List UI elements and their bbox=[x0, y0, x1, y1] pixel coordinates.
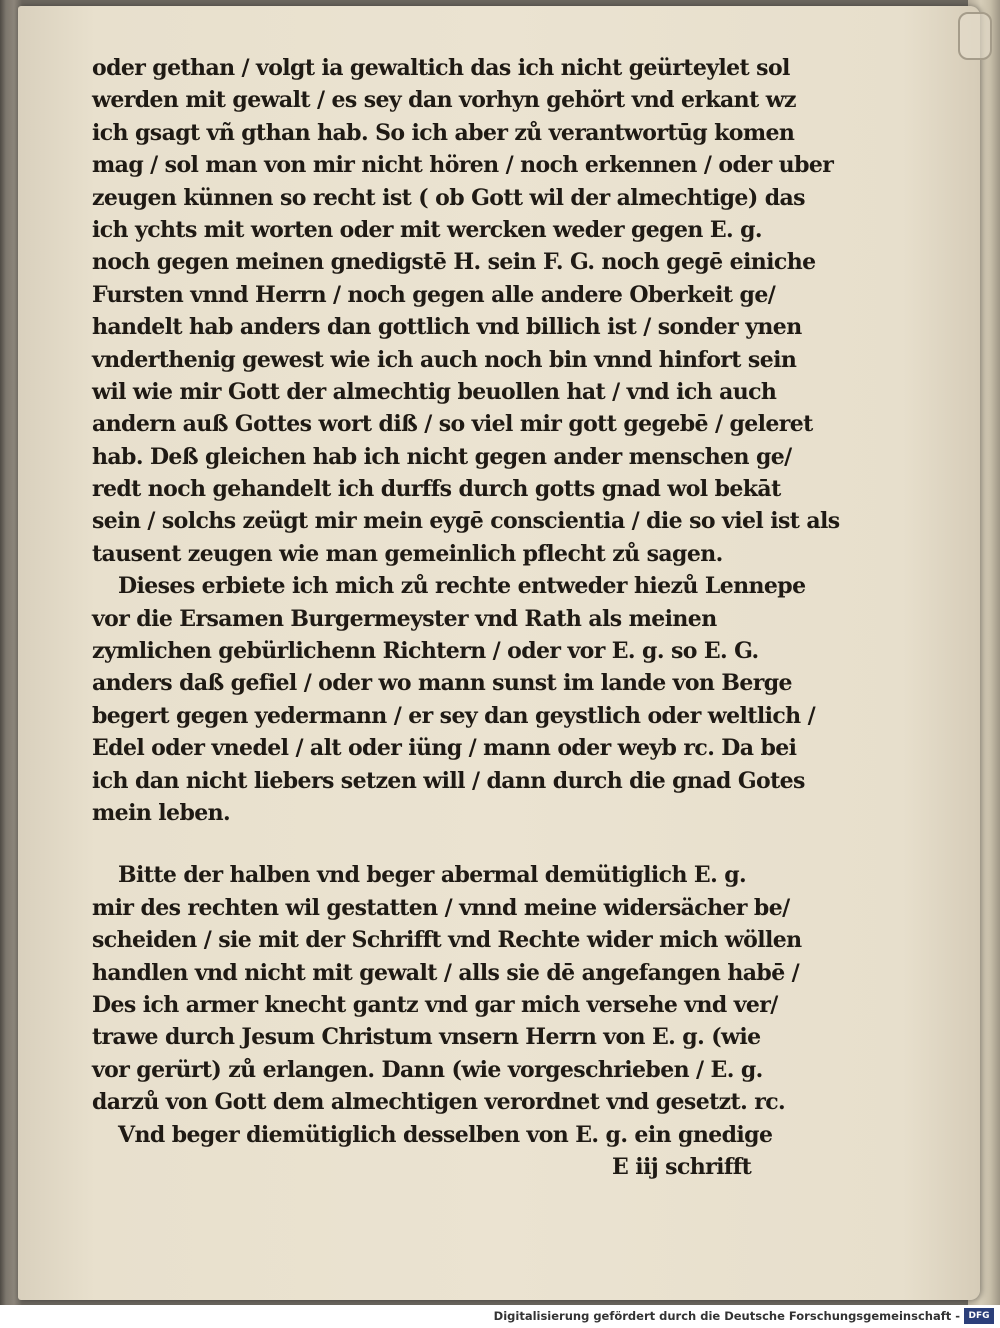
paragraph-1 bbox=[92, 52, 840, 570]
text-line: hab. Deß gleichen hab ich nicht gegen ander menschen ge/ bbox=[92, 443, 792, 470]
text-line: mag / sol man von mir nicht hören / noch erkennen / oder uber bbox=[92, 152, 834, 179]
text-line: Fursten vnnd Herrn / noch gegen alle andere Oberkeit ge/ bbox=[92, 281, 776, 308]
page-text bbox=[92, 52, 840, 1183]
text-line: Dieses erbiete ich mich zů rechte entweder hiezů Lennepe bbox=[118, 573, 806, 600]
text-line: noch gegen meinen gnedigstē H. sein F. G. noch gegē einiche bbox=[92, 249, 816, 276]
text-line: vor gerürt) zů erlangen. Dann (wie vorgeschrieben / E. g. bbox=[92, 1056, 763, 1083]
text-line: Bitte der halben vnd beger abermal demütiglich E. g. bbox=[118, 862, 747, 889]
text-line: oder gethan / volgt ia gewaltich das ich nicht geürteylet sol bbox=[92, 55, 790, 81]
text-line: vor die Ersamen Burgermeyster vnd Rath als meinen bbox=[92, 605, 717, 632]
text-line: Vnd beger diemütiglich desselben von E. g. ein gnedige bbox=[118, 1121, 773, 1148]
text-line: wil wie mir Gott der almechtig beuollen hat / vnd ich auch bbox=[92, 378, 777, 405]
text-line: zymlichen gebürlichenn Richtern / oder vor E. g. so E. G. bbox=[92, 638, 759, 665]
paragraph-2 bbox=[92, 570, 832, 829]
text-line: werden mit gewalt / es sey dan vorhyn gehört vnd erkant wz bbox=[92, 87, 796, 114]
text-line: zeugen künnen so recht ist ( ob Gott wil der almechtige) das bbox=[92, 184, 805, 211]
text-line: andern auß Gottes wort diß / so viel mir gott gegebē / geleret bbox=[92, 411, 813, 438]
dfg-logo-icon: DFG bbox=[964, 1308, 994, 1324]
text-line: Des ich armer knecht gantz vnd gar mich versehe vnd ver/ bbox=[92, 991, 778, 1018]
text-line: mein leben. bbox=[92, 799, 231, 826]
text-line: handelt hab anders dan gottlich vnd billich ist / sonder ynen bbox=[92, 314, 802, 341]
paragraph-3 bbox=[92, 859, 832, 1118]
text-line: begert gegen yedermann / er sey dan geystlich oder weltlich / bbox=[92, 702, 816, 729]
text-line: sein / solchs zeügt mir mein eygē conscientia / die so viel ist als bbox=[92, 508, 840, 535]
text-line: redt noch gehandelt ich durffs durch gotts gnad wol bekāt bbox=[92, 476, 781, 503]
text-line: trawe durch Jesum Christum vnsern Herrn von E. g. (wie bbox=[92, 1024, 761, 1051]
funding-credit: Digitalisierung gefördert durch die Deutsche Forschungsgemeinschaft - bbox=[493, 1309, 960, 1323]
text-line: ich ychts mit worten oder mit wercken weder gegen E. g. bbox=[92, 216, 762, 243]
paper-clip-mark bbox=[958, 12, 992, 60]
text-line: tausent zeugen wie man gemeinlich pflecht zů sagen. bbox=[92, 540, 723, 567]
paragraph-4 bbox=[92, 1119, 832, 1151]
text-line: ich dan nicht liebers setzen will / dann durch die gnad Gotes bbox=[92, 767, 805, 794]
text-line: ich gsagt vñ gthan hab. So ich aber zů verantwortūg komen bbox=[92, 119, 795, 146]
text-line: vnderthenig gewest wie ich auch noch bin vnnd hinfort sein bbox=[92, 346, 797, 373]
text-line: darzů von Gott dem almechtigen verordnet vnd gesetzt. rc. bbox=[92, 1089, 786, 1116]
text-line: handlen vnd nicht mit gewalt / alls sie dē angefangen habē / bbox=[92, 959, 800, 986]
paragraph-gap bbox=[92, 829, 832, 859]
text-line: anders daß gefiel / oder wo mann sunst im lande von Berge bbox=[92, 670, 792, 697]
text-line: scheiden / sie mit der Schrifft vnd Rechte wider mich wöllen bbox=[92, 927, 802, 954]
digitization-footer bbox=[0, 1305, 1000, 1328]
signature-catchword: E iij schrifft bbox=[612, 1153, 752, 1180]
text-line: Edel oder vnedel / alt oder iüng / mann oder weyb rc. Da bei bbox=[92, 735, 797, 762]
text-line: mir des rechten wil gestatten / vnnd meine widersächer be/ bbox=[92, 894, 790, 921]
